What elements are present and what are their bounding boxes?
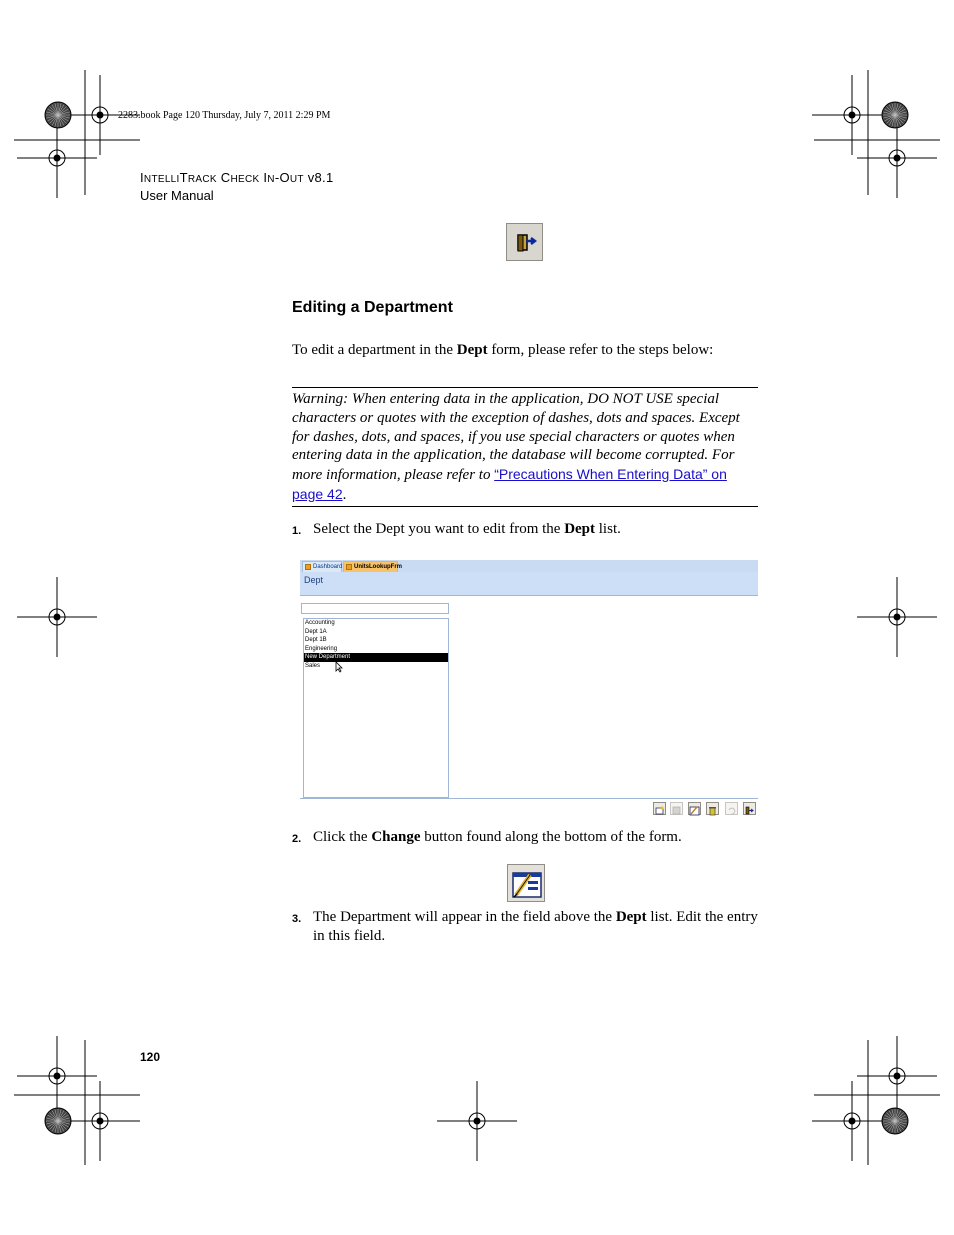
list-item-selected: New Department	[304, 653, 448, 662]
list-item: Accounting	[305, 620, 335, 626]
list-item: Sales	[305, 662, 321, 669]
list-item: Dept 1A	[305, 628, 327, 635]
form-divider	[300, 798, 758, 799]
form-icon	[305, 564, 311, 570]
running-header-subtitle: User Manual	[140, 188, 214, 203]
registration-dot	[97, 112, 103, 118]
dept-list	[303, 618, 449, 798]
list-item: Engineering	[305, 645, 338, 652]
registration-dot	[97, 1118, 103, 1124]
running-header-title: INTELLITRACK CHECK IN-OUT v8.1	[140, 170, 334, 185]
list-item: Dept 1B	[305, 637, 327, 643]
form-title: Dept	[304, 575, 324, 585]
tab-dashboard: Dashboard	[302, 561, 342, 572]
registration-dot	[54, 1073, 60, 1079]
intro-paragraph: To edit a department in the Dept form, please refer to the steps below:	[292, 342, 714, 358]
step-3: 3. The Department will appear in the field above the Dept list. Edit the entry in this field.	[292, 909, 758, 944]
change-button-image	[507, 864, 545, 902]
tab-units-lookup: UnitsLookupFrm	[343, 561, 398, 572]
warning-bottom-rule	[292, 506, 758, 507]
registration-dot	[54, 614, 60, 620]
save-icon	[670, 802, 683, 815]
warning-note: Warning: When entering data in the application, DO NOT USE special characters or quotes with the exception of dashes, dots and spaces. Except for dashes, dots, and spaces, if you use special characters or quotes when entering data in the application, the database will become corrupted. For more information, please refer to “Precautions When Entering Data” on page 42.	[292, 391, 740, 503]
form-toolbar	[300, 800, 758, 819]
step-1: 1. Select the Dept you want to edit from the Dept list.	[292, 521, 621, 537]
new-icon	[653, 802, 666, 815]
exit-icon	[743, 802, 756, 815]
registration-dot	[54, 155, 60, 161]
dept-edit-field	[301, 603, 449, 614]
undo-icon	[725, 802, 738, 815]
registration-dot	[474, 1118, 480, 1124]
form-icon	[346, 564, 352, 570]
exit-button-image	[506, 223, 543, 261]
change-icon	[688, 802, 701, 815]
exit-icon	[507, 224, 544, 262]
registration-dot	[894, 1073, 900, 1079]
registration-dot	[894, 155, 900, 161]
registration-dot	[849, 112, 855, 118]
registration-dot	[894, 614, 900, 620]
registration-dot	[849, 1118, 855, 1124]
mouse-pointer-icon	[335, 661, 343, 673]
warning-top-rule	[292, 387, 758, 388]
page-number: 120	[140, 1050, 161, 1064]
delete-icon	[706, 802, 719, 815]
step-2: 2. Click the Change button found along the bottom of the form.	[292, 829, 682, 845]
dept-form-screenshot	[300, 560, 758, 819]
form-header	[300, 572, 758, 596]
precautions-link[interactable]: “Precautions When Entering Data” on page 42	[292, 466, 727, 502]
change-icon	[508, 865, 546, 903]
section-title: Editing a Department	[292, 299, 453, 316]
book-info: 2283.book Page 120 Thursday, July 7, 2011 2:29 PM	[118, 110, 331, 121]
